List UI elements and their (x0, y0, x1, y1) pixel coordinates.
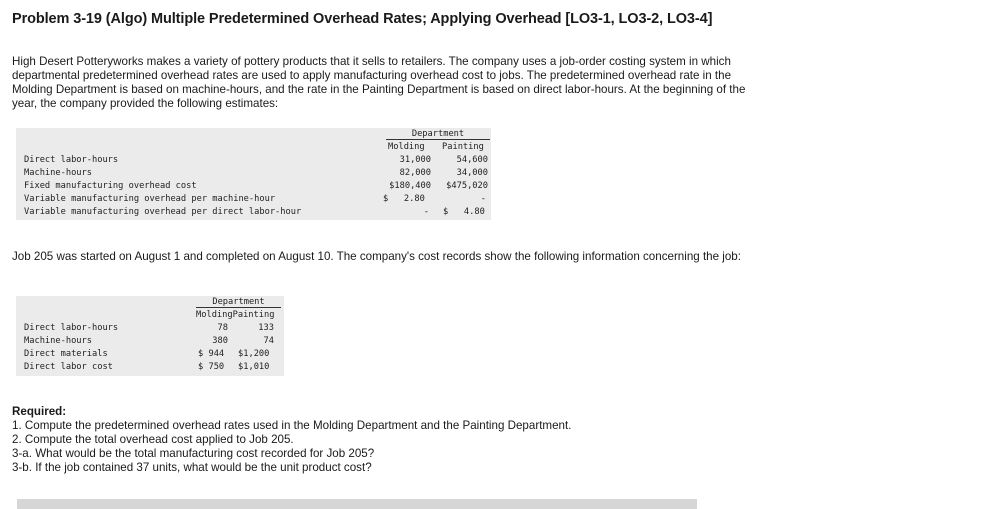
estimates-molding-header: Molding (388, 142, 425, 152)
estimates-row-label: Direct labor-hours (24, 155, 119, 165)
estimates-row-molding: - (423, 207, 429, 217)
estimates-row-molding: 31,000 (399, 155, 431, 165)
estimates-row-painting: - (480, 194, 486, 204)
job-row-molding: $ 750 (198, 362, 225, 372)
estimates-row-molding: $180,400 (389, 181, 431, 191)
estimates-row-painting: 34,000 (456, 168, 488, 178)
answer-tabs-bar (17, 499, 697, 509)
estimates-table (16, 128, 491, 220)
estimates-row-painting: $ 4.80 (443, 207, 485, 217)
job-row-label: Direct labor-hours (24, 323, 119, 333)
estimates-row-label: Variable manufacturing overhead per machine-hour (24, 194, 276, 204)
estimates-row-painting: 54,600 (456, 155, 488, 165)
job-row-label: Machine-hours (24, 336, 92, 346)
job-columns-header: MoldingPainting (196, 310, 275, 320)
job-row-molding: 380 (212, 336, 228, 346)
required-item: 3-b. If the job contained 37 units, what would be the unit product cost? (12, 461, 372, 475)
estimates-department-header: Department (386, 129, 490, 140)
estimates-row-molding: $ 2.80 (383, 194, 425, 204)
job-row-painting: 133 (258, 323, 274, 333)
job-intro-paragraph: Job 205 was started on August 1 and completed on August 10. The company's cost records show the following information concerning the job: (12, 250, 741, 263)
estimates-row-label: Variable manufacturing overhead per direct labor-hour (24, 207, 302, 217)
required-heading: Required: (12, 405, 67, 418)
estimates-row-label: Machine-hours (24, 168, 92, 178)
required-item: 1. Compute the predetermined overhead rates used in the Molding Department and the Painting Department. (12, 419, 572, 433)
job-department-header: Department (196, 297, 281, 308)
intro-paragraph: High Desert Potteryworks makes a variety of pottery products that it sells to retailers. The company uses a job-order costing system in which departmental predetermined overhead rates are used to apply manufacturing overhead cost to jobs. The predetermined overhead rate in the Molding Department is based on machine-hours, and the rate in the Painting Department is based on direct labor-hours. At the beginning of the year, the company provided the following estimates: (12, 55, 746, 110)
job-row-painting: $1,200 (238, 349, 270, 359)
estimates-row-molding: 82,000 (399, 168, 431, 178)
estimates-row-painting: $475,020 (446, 181, 488, 191)
required-item: 3-a. What would be the total manufacturing cost recorded for Job 205? (12, 447, 375, 461)
required-section (12, 405, 571, 475)
job-row-molding: $ 944 (198, 349, 225, 359)
job-row-label: Direct materials (24, 349, 108, 359)
estimates-row-label: Fixed manufacturing overhead cost (24, 181, 197, 191)
required-item: 2. Compute the total overhead cost applied to Job 205. (12, 433, 294, 447)
job-row-painting: $1,010 (238, 362, 270, 372)
job-row-painting: 74 (263, 336, 274, 346)
problem-title: Problem 3-19 (Algo) Multiple Predetermined Overhead Rates; Applying Overhead [LO3-1, LO3-2, LO3-4] (12, 11, 713, 27)
job-table (16, 296, 284, 376)
job-row-label: Direct labor cost (24, 362, 113, 372)
estimates-painting-header: Painting (442, 142, 484, 152)
job-row-molding: 78 (217, 323, 228, 333)
